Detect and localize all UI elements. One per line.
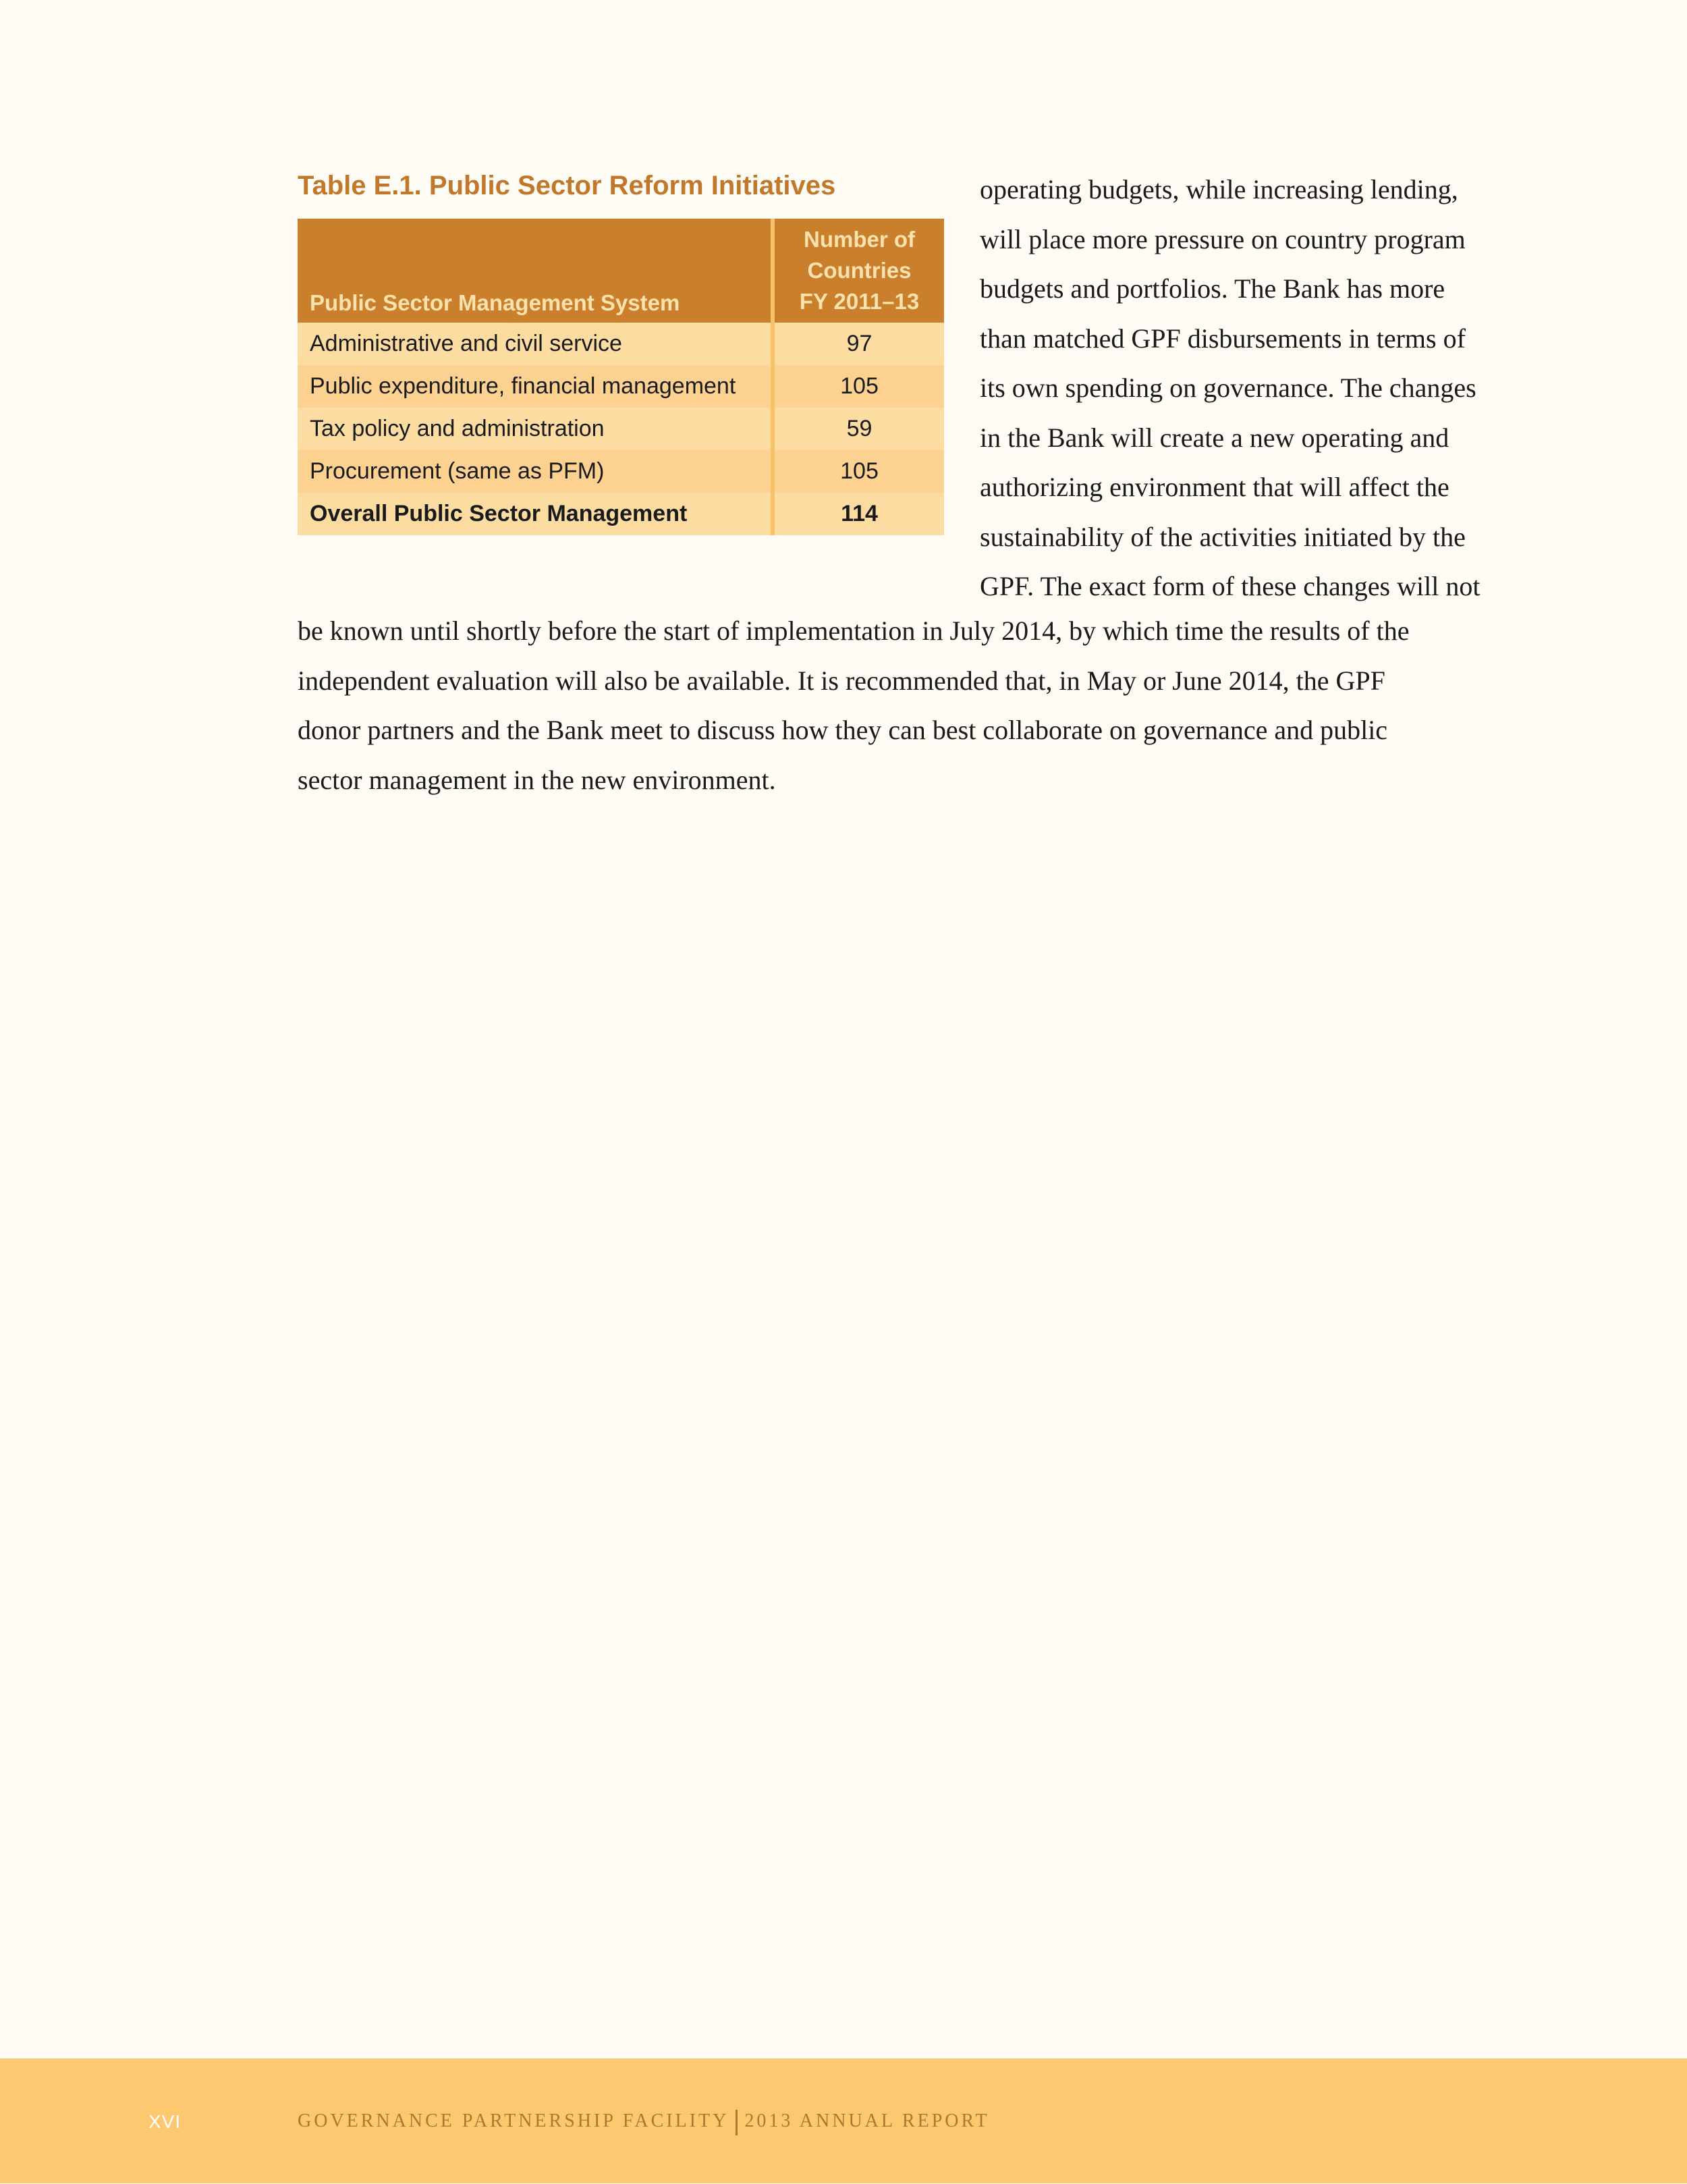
text-line: operating budgets, while increasing lending, (980, 174, 1458, 204)
column-header-line: Countries (807, 258, 912, 283)
text-line: than matched GPF disbursements in terms of (980, 323, 1466, 354)
text-line: budgets and portfolios. The Bank has more (980, 273, 1445, 304)
row-value: 105 (773, 450, 944, 493)
text-line: GPF. The exact form of these changes will not (980, 571, 1481, 601)
text-line: authorizing environment that will affect the (980, 472, 1449, 502)
table-header-row (298, 219, 944, 323)
table-row (298, 408, 944, 450)
table-e1 (298, 165, 944, 535)
text-line: be known until shortly before the start of implementation in July 2014, by which time the results of the (298, 616, 1410, 646)
column-header-countries (773, 219, 944, 323)
row-value: 105 (773, 365, 944, 408)
body-text-full-width (298, 606, 1671, 804)
reform-initiatives-table (298, 219, 944, 535)
footer-report-name: 2013 ANNUAL REPORT (744, 2110, 990, 2131)
text-line: sustainability of the activities initiated by the (980, 521, 1466, 552)
text-line: will place more pressure on country program (980, 223, 1466, 254)
table-row (298, 323, 944, 365)
row-value: 114 (773, 493, 944, 535)
text-line: sector management in the new environment. (298, 764, 776, 795)
table-row (298, 365, 944, 408)
page-footer (0, 2058, 1687, 2183)
row-label: Public expenditure, financial management (298, 365, 773, 408)
table-total-row (298, 493, 944, 535)
row-label: Procurement (same as PFM) (298, 450, 773, 493)
table-title: Table E.1. Public Sector Reform Initiatives (298, 171, 836, 200)
body-text-right-column (980, 165, 1668, 611)
footer-running-title (298, 2058, 990, 2183)
text-line: independent evaluation will also be available. It is recommended that, in May or June 2014, the GPF (298, 665, 1385, 696)
column-header-line: Number of (804, 227, 915, 252)
footer-publication-name: GOVERNANCE PARTNERSHIP FACILITY (298, 2110, 729, 2131)
row-label: Overall Public Sector Management (298, 493, 773, 535)
table-row (298, 450, 944, 493)
row-value: 59 (773, 408, 944, 450)
text-line: its own spending on governance. The changes (980, 373, 1476, 403)
row-label: Tax policy and administration (298, 408, 773, 450)
column-header-system: Public Sector Management System (298, 219, 773, 323)
column-header-line: FY 2011–13 (799, 289, 920, 314)
row-value: 97 (773, 323, 944, 365)
row-label: Administrative and civil service (298, 323, 773, 365)
footer-divider (736, 2110, 738, 2135)
page-number: XVI (148, 2111, 182, 2132)
text-line: donor partners and the Bank meet to discuss how they can best collaborate on governance and public (298, 715, 1388, 745)
text-line: in the Bank will create a new operating and (980, 422, 1449, 453)
